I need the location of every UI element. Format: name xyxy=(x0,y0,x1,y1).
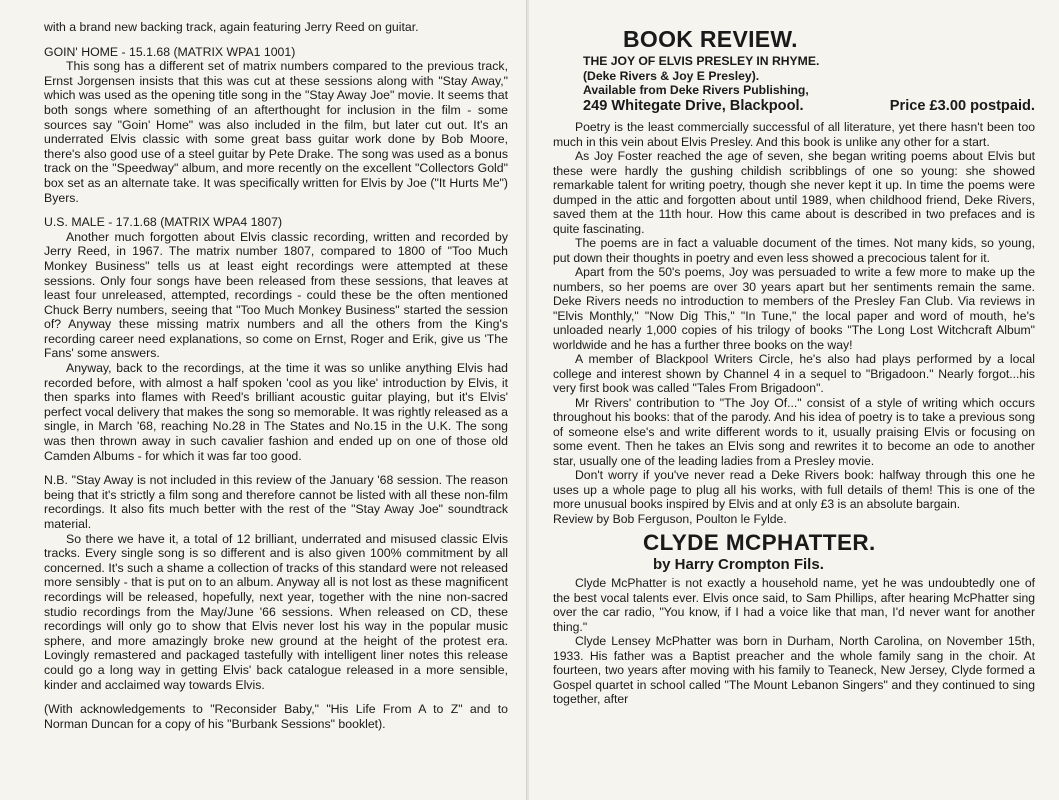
goin-home-heading: GOIN' HOME - 15.1.68 (MATRIX WPA1 1001) xyxy=(44,44,296,59)
so-there-paragraph: So there we have it, a total of 12 brilliant, underrated and misused classic Elvis tracks. Every single song is so different and is also given 100% commitment by all concerned. It's such a shame a collection of tracks of this standard were not released more sensibly - that is put on to an album. Anyway all is not lost as these magnificent recordings will be released, hopefully, next year, together with the nine non-sacred studio recordings from the May/June '66 sessions. When released on CD, these recordings will only go to show that Elvis never lost his way in the popular music sphere, and more amazingly broke new ground at the height of the protest era. Lovingly remastered and packaged tastefully with intelligent liner notes this release could go a long way in getting Elvis' back catalogue released in a more sensible, kinder and acclaimed way towards Elvis. xyxy=(44,531,508,692)
book-review-title: BOOK REVIEW. xyxy=(623,26,798,52)
book-price: Price £3.00 postpaid. xyxy=(889,97,1035,114)
nb-paragraph: N.B. "Stay Away is not included in this review of the January '68 session. The reason being that it's strictly a film song and therefore cannot be listed with all these non-film recordings. It also fits much better with the rest of the "Stay Away Joe" soundtrack material. xyxy=(44,473,508,531)
acknowledgements: (With acknowledgements to "Reconsider Baby," "His Life From A to Z" and to Norman Duncan for a copy of his "Burbank Sessions" booklet). xyxy=(44,702,508,731)
review-paragraph-2: As Joy Foster reached the age of seven, she began writing poems about Elvis but these were hardly the gushing childish scribblings of one so young: she showed remarkable talent for writing poetry, though she never kept it up. In time the poems were dumped in the attic and forgotten about until 1989, when childhood friend, Deke Rivers, saved them at the 11th hour. How this came about is described in two prefaces and is quite fascinating. xyxy=(553,149,1035,236)
review-paragraph-3: The poems are in fact a valuable document of the times. Not many kids, so young, put down their thoughts in poetry and even less showed a precocious talent for it. xyxy=(553,236,1035,265)
book-title: THE JOY OF ELVIS PRESLEY IN RHYME. xyxy=(583,54,820,68)
review-paragraph-6: Mr Rivers' contribution to "The Joy Of..." consist of a style of writing which occurs throughout his books: that of the parody. And his idea of poetry is to take a previous song of someone else's and write different words to it, usually praising Elvis or focusing on some event. Then he takes an Elvis song and rewrites it to become an ode to another star, usually one of the leading ladies from a Presley movie. xyxy=(553,395,1035,468)
book-address: 249 Whitegate Drive, Blackpool. xyxy=(583,97,804,114)
book-address-row xyxy=(553,98,1035,115)
review-paragraph-7: Don't worry if you've never read a Deke Rivers book: halfway through this one he uses up a whole page to plug all his works, with full details of them! This is one of the more unusual books inspired by Elvis and at only £3 is an absolute bargain. xyxy=(553,468,1035,512)
review-paragraph-1: Poetry is the least commercially successful of all literature, yet there hasn't been too much in this vein about Elvis Presley. And this book is unlike any other for a start. xyxy=(553,120,1035,149)
goin-home-body: This song has a different set of matrix numbers compared to the previous track, Ernst Jorgensen insists that this was cut at these sessions along with "Stay Away," which was used as the opening title song in the "Stay Away Joe" movie. It seems that both songs where something of an afterthought for inclusion in the film - some sources say "Goin' Home" was also included in the film, but later cut out. It's an underrated Elvis classic with some great bass guitar work done by Bob Moore, there's also good use of a steel guitar by Pete Drake. The song was used as a bonus track on the "Speedway" album, and more recently on the excellent "Collectors Gold" box set as an alternate take. It was specifically written for Elvis by Joe ("It Hurts Me") Byers. xyxy=(44,59,508,205)
clyde-article-title: CLYDE MCPHATTER. xyxy=(643,530,876,556)
intro-line: with a brand new backing track, again featuring Jerry Reed on guitar. xyxy=(44,20,419,34)
clyde-byline: by Harry Crompton Fils. xyxy=(653,556,824,574)
book-publisher: Available from Deke Rivers Publishing, xyxy=(583,83,809,97)
clyde-paragraph-2: Clyde Lensey McPhatter was born in Durham, North Carolina, on November 15th, 1933. His father was a Baptist preacher and the whole family sang in the choir. At fourteen, two years after moving with his family to Teaneck, New Jersey, Clyde formed a Gospel quartet in school called "The Mount Lebanon Singers" and they continued to sing together, after xyxy=(553,634,1035,707)
right-page xyxy=(529,0,1059,800)
us-male-body-2: Anyway, back to the recordings, at the time it was so unlike anything Elvis had recorded before, with almost a half spoken 'cool as you like' introduction by Elvis, it then sparks into flames with Reed's brilliant acoustic guitar playing, but it's Elvis' perfect vocal delivery that makes the song so memorable. It was rightly released as a single, in March '68, reaching No.28 in The States and No.15 in the U.K. The song was then thrown away in such cavalier fashion and ended up on one of those old Camden Albums - for which it was far too good. xyxy=(44,361,508,463)
clyde-paragraph-1: Clyde McPhatter is not exactly a household name, yet he was undoubtedly one of the best vocal talents ever. Elvis once said, to Sam Phillips, after hearing McPhatter sing over the car radio, "You know, if I had a voice like that man, I'd never want for another thing." xyxy=(553,576,1035,634)
review-paragraph-5: A member of Blackpool Writers Circle, he's also had plays performed by a local college and interest shown by Channel 4 in a sequel to "Brigadoon." Nearly forgot...his very first book was called "Tales From Brigadoon". xyxy=(553,352,1035,396)
review-credit: Review by Bob Ferguson, Poulton le Fylde. xyxy=(553,511,787,526)
left-page xyxy=(0,0,527,800)
us-male-heading: U.S. MALE - 17.1.68 (MATRIX WPA4 1807) xyxy=(44,215,283,230)
book-authors: (Deke Rivers & Joy E Presley). xyxy=(583,68,760,83)
review-paragraph-4: Apart from the 50's poems, Joy was persuaded to write a few more to make up the numbers, so her poems are over 30 years apart but her sentiments remain the same. Deke Rivers needs no introduction to members of the Presley Fan Club. Via reviews in "Elvis Monthly," "Now Dig This," "In Tune," the local paper and word of mouth, he's unloaded nearly 1,000 copies of his trilogy of books "The Long Lost Witchcraft Album" worldwide and he has a further three books on the way! xyxy=(553,265,1035,352)
us-male-body-1: Another much forgotten about Elvis classic recording, written and recorded by Jerry Reed, in 1967. The matrix number 1807, compared to 1800 of "Too Much Monkey Business" tells us at least eight recordings were attempted at these sessions. Only four songs have been released from these sessions, that leaves at least four unreleased, attempted, recordings - could these be the often mentioned Chuck Berry numbers, seeing that "Too Much Monkey Business" started the session of? Anyway these missing matrix numbers and all the others from the King's recording career need explanations, so come on Ernst, Roger and Erik, give us 'The Fans' some answers. xyxy=(44,229,508,361)
